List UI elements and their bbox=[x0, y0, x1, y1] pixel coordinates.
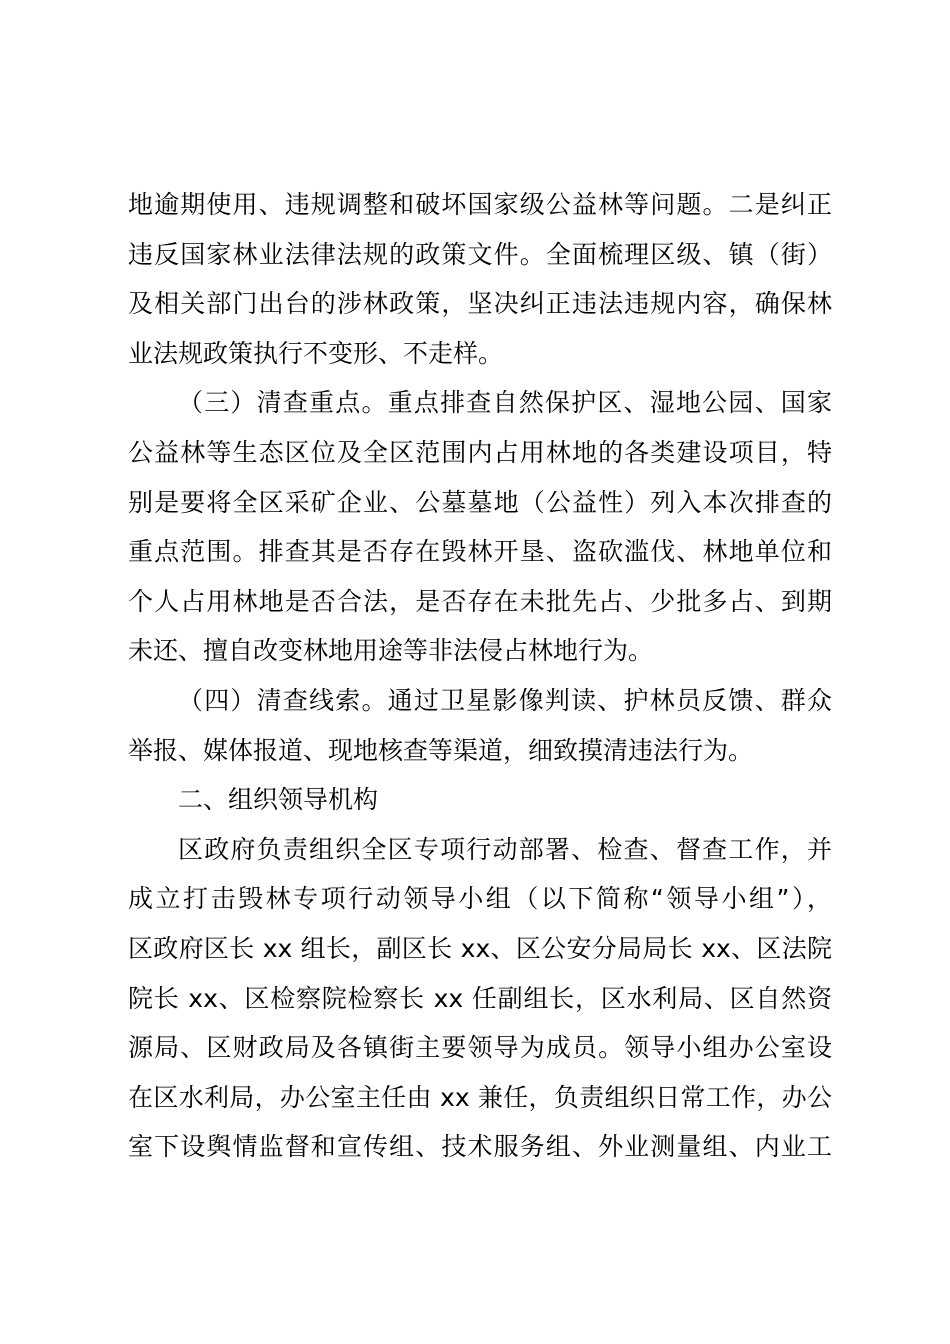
text-line: 成立打击毁林专项行动领导小组（以下简称“领导小组”）， bbox=[128, 884, 832, 914]
text-line: 院长 xx、区检察院检察长 xx 任副组长，区水利局、区自然资 bbox=[128, 983, 832, 1013]
text-line: 业法规政策执行不变形、不走样。 bbox=[128, 338, 504, 368]
text-line: 个人占用林地是否合法，是否存在未批先占、少批多占、到期 bbox=[128, 586, 832, 616]
text-line: 地逾期使用、违规调整和破坏国家级公益林等问题。二是纠正 bbox=[128, 190, 832, 219]
text-line: 举报、媒体报道、现地核查等渠道，细致摸清违法行为。 bbox=[128, 735, 754, 765]
text-line: 及相关部门出台的涉林政策，坚决纠正违法违规内容，确保林 bbox=[128, 289, 832, 319]
text-line: 源局、区财政局及各镇街主要领导为成员。领导小组办公室设 bbox=[128, 1033, 832, 1063]
text-line: 别是要将全区采矿企业、公墓墓地（公益性）列入本次排查的 bbox=[128, 487, 832, 517]
document-body bbox=[128, 180, 832, 1172]
text-line: （四）清查线索。通过卫星影像判读、护林员反馈、群众 bbox=[178, 685, 832, 715]
text-line: 违反国家林业法律法规的政策文件。全面梳理区级、镇（街） bbox=[128, 239, 832, 269]
text-line: 二、组织领导机构 bbox=[178, 785, 379, 815]
text-line: 区政府区长 xx 组长，副区长 xx、区公安分局局长 xx、区法院 bbox=[128, 933, 832, 963]
text-line: 室下设舆情监督和宣传组、技术服务组、外业测量组、内业工 bbox=[128, 1132, 832, 1162]
text-line: （三）清查重点。重点排查自然保护区、湿地公园、国家 bbox=[178, 388, 832, 418]
text-line: 公益林等生态区位及全区范围内占用林地的各类建设项目，特 bbox=[128, 437, 832, 467]
text-line: 未还、擅自改变林地用途等非法侵占林地行为。 bbox=[128, 636, 654, 666]
text-line: 在区水利局，办公室主任由 xx 兼任，负责组织日常工作，办公 bbox=[128, 1082, 832, 1112]
text-line: 区政府负责组织全区专项行动部署、检查、督查工作，并 bbox=[178, 834, 832, 864]
text-line: 重点范围。排查其是否存在毁林开垦、盗砍滥伐、林地单位和 bbox=[128, 537, 832, 567]
